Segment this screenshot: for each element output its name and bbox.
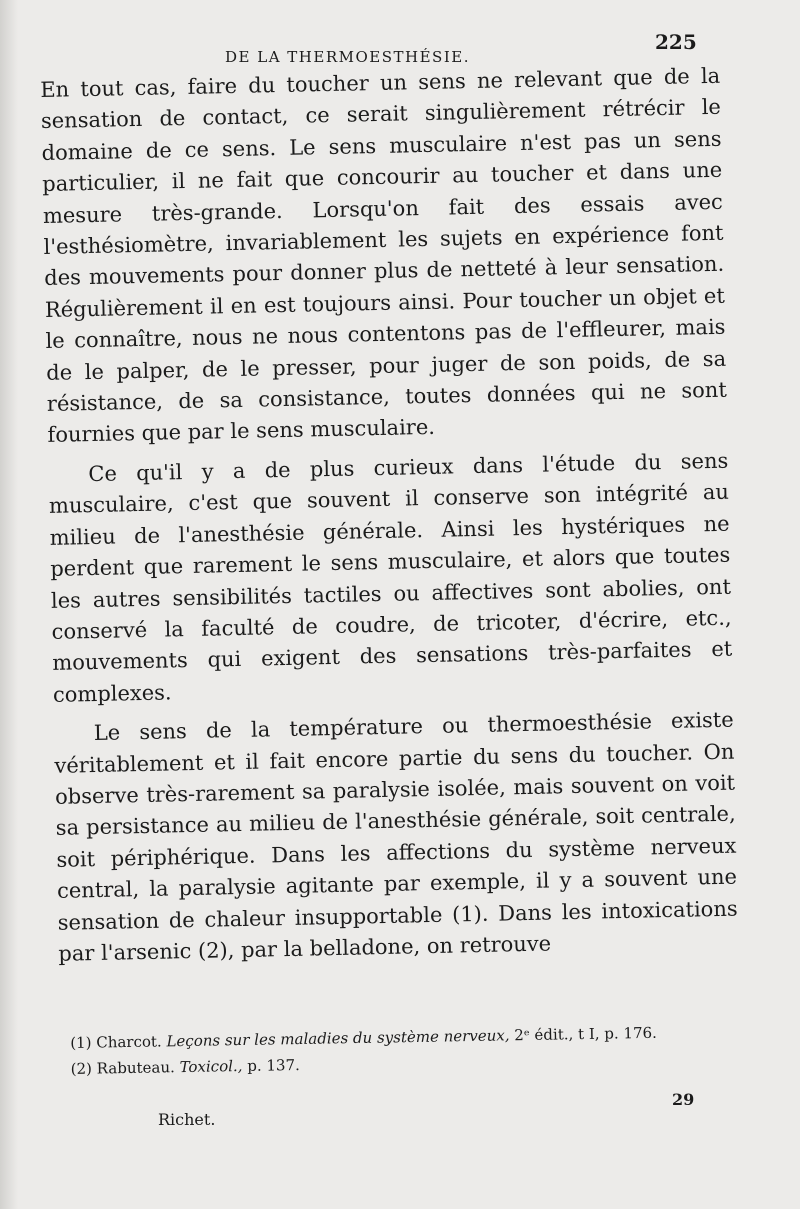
footnote-author: Charcot. — [96, 1032, 162, 1052]
footnote-marker: (1) — [70, 1033, 92, 1052]
footnote-rest: 2ᵉ édit., t I, p. 176. — [514, 1023, 658, 1045]
printer-signature: Richet. — [158, 1110, 216, 1129]
sheet-number: 29 — [672, 1090, 695, 1109]
page-shadow — [0, 0, 18, 1209]
running-head: DE LA THERMOESTHÉSIE. — [225, 48, 470, 66]
footnote-author: Rabuteau. — [96, 1058, 175, 1078]
footnote-rest: p. 137. — [247, 1055, 300, 1075]
footnote-marker: (2) — [70, 1059, 93, 1078]
page-number: 225 — [655, 30, 697, 54]
paragraph: Ce qu'il y a de plus curieux dans l'étude du sens musculaire, c'est que souvent il conserve son intégrité au milieu de l'anesthésie générale. Ainsi les hystériques ne perdent que rarement le sens musculaire, et alors que toutes les autres sensibilités tactiles ou affectives sont abolies, ont conservé la faculté de coudre, de tricoter, d'écrire, etc., mouvements qui exigent des sensations très-parfaites et complexes. — [48, 448, 733, 707]
paragraph: Le sens de la température ou thermoesthésie existe véritablement et il fait encore partie du sens du toucher. On observe très-rarement sa paralysie isolée, mais souvent on voit sa persistance au milieu de l'anesthésie générale, soit centrale, soit périphérique. Dans les affections du système nerveux central, la paralysie agitante par exemple, il y a souvent une sensation de chaleur insupportable (1). Dans les intoxications par l'arsenic (2), par la belladone, on retrouve — [54, 707, 738, 966]
footnote-title: Toxicol., — [179, 1056, 243, 1077]
footnote-title: Leçons sur les maladies du système nerveux, — [166, 1026, 510, 1051]
body-text — [40, 61, 739, 970]
paragraph: En tout cas, faire du toucher un sens ne relevant que de la sensation de contact, ce serait singulièrement rétrécir le domaine de ce sens. Le sens musculaire n'est pas un sens particulier, il ne fait que concourir au toucher et dans une mesure très-grande. Lorsqu'on fait des essais avec l'esthésiomètre, invariablement les sujets en expérience font des mouvements pour donner plus de netteté à leur sensation. Régulièrement il en est toujours ainsi. Pour toucher un objet et le connaître, nous ne nous contentons pas de l'effleurer, mais de le palper, de le presser, pour juger de son poids, de sa résistance, de sa consistance, toutes données qui ne sont fournies que par le sens musculaire. — [40, 63, 727, 448]
footnotes — [70, 1018, 761, 1082]
